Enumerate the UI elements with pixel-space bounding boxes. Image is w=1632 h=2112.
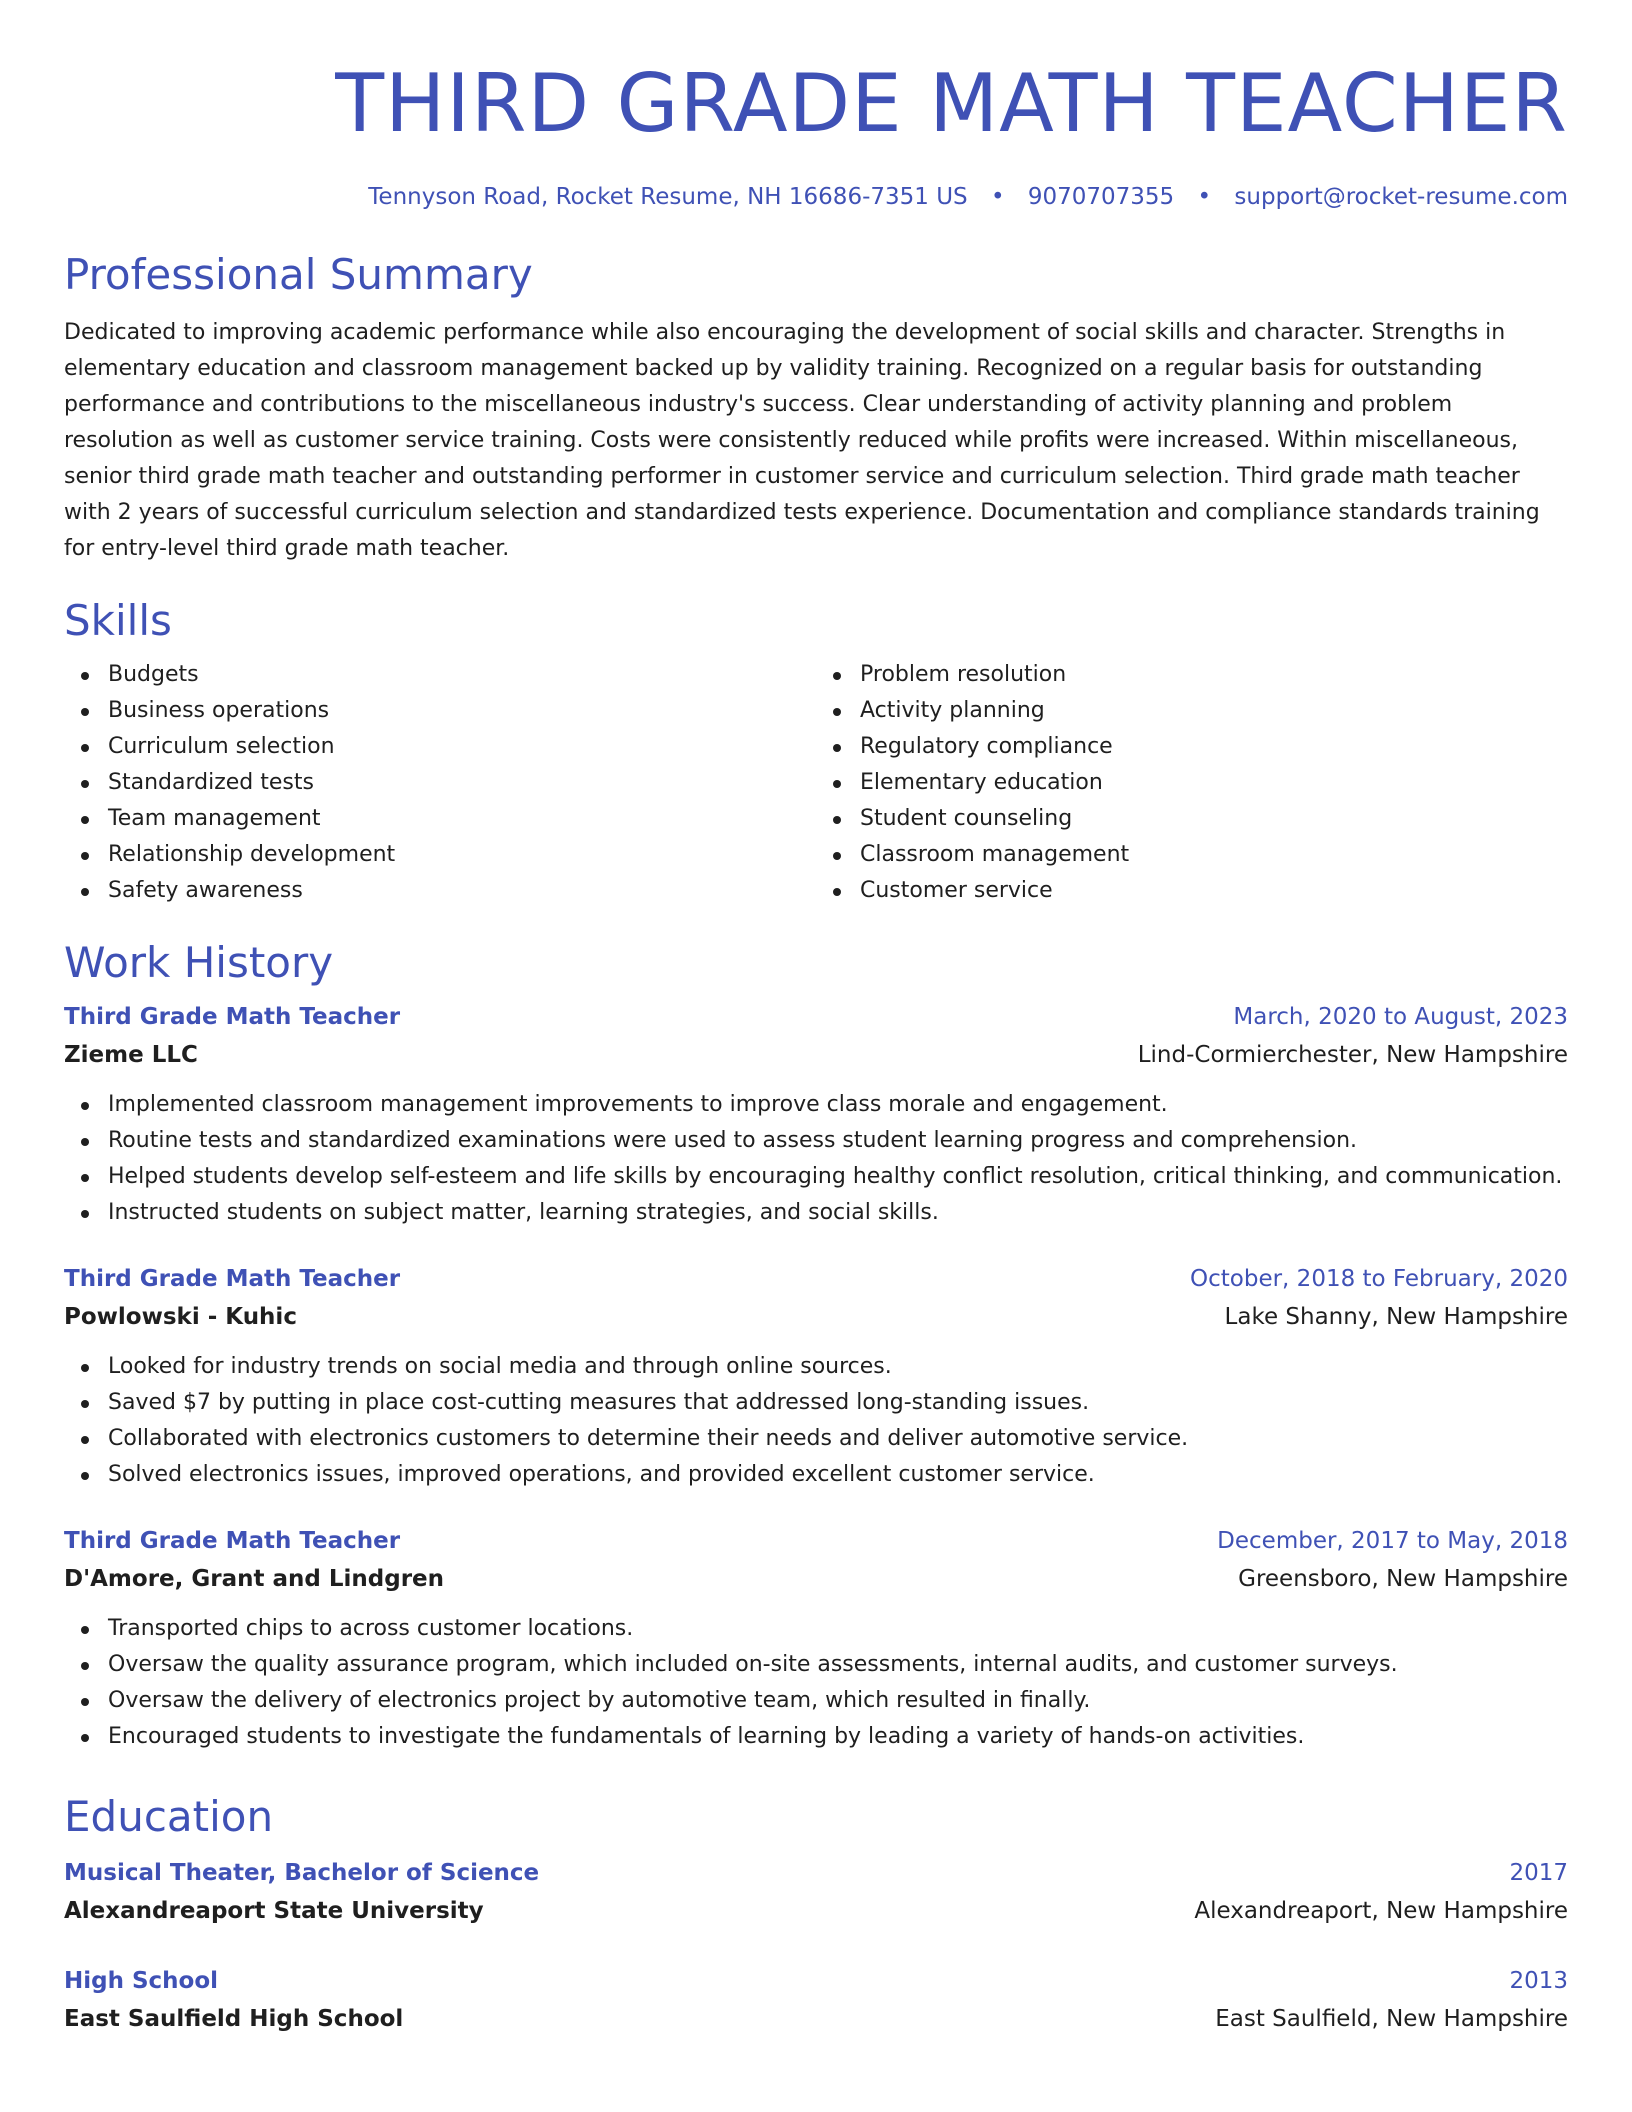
- contact-separator: •: [990, 184, 1005, 210]
- job-location: Lake Shanny, New Hampshire: [1224, 1304, 1568, 1330]
- skill-item: Business operations: [108, 693, 816, 729]
- job-entry: [64, 1261, 1568, 1493]
- contact-phone[interactable]: 9070707355: [1027, 184, 1175, 210]
- job-entry: [64, 1523, 1568, 1755]
- skills-column-left: [64, 657, 816, 909]
- job-bullets: [64, 1087, 1568, 1231]
- skill-item: Safety awareness: [108, 873, 816, 909]
- job-company-row: [64, 1559, 1568, 1599]
- contact-line: [64, 181, 1568, 213]
- education-year: 2013: [1509, 1968, 1568, 1994]
- education-entry: [64, 1855, 1568, 1931]
- job-header-row: [64, 1523, 1568, 1559]
- contact-address: Tennyson Road, Rocket Resume, NH 16686-7351 US: [368, 184, 968, 210]
- job-role: Third Grade Math Teacher: [64, 1004, 401, 1030]
- skill-item: Classroom management: [860, 837, 1568, 873]
- job-bullets: [64, 1611, 1568, 1755]
- education-header-row: [64, 1963, 1568, 1999]
- job-bullet: Looked for industry trends on social media and through online sources.: [108, 1349, 1568, 1385]
- skill-item: Curriculum selection: [108, 729, 816, 765]
- summary-text: Dedicated to improving academic performance while also encouraging the development of social skills and character. Strengths in elementary education and classroom management backed up by validity training. Recognized on a regular basis for outstanding performance and contributions to the miscellaneous industry's success. Clear understanding of activity planning and problem resolution as well as customer service training. Costs were consistently reduced while profits were increased. Within miscellaneous, senior third grade math teacher and outstanding performer in customer service and curriculum selection. Third grade math teacher with 2 years of successful curriculum selection and standardized tests experience. Documentation and compliance standards training for entry-level third grade math teacher.: [64, 320, 1540, 561]
- education-degree: Musical Theater, Bachelor of Science: [64, 1860, 540, 1886]
- job-bullet: Oversaw the delivery of electronics project by automotive team, which resulted in finally.: [108, 1683, 1568, 1719]
- skill-item: Elementary education: [860, 765, 1568, 801]
- job-dates: December, 2017 to May, 2018: [1217, 1528, 1568, 1554]
- work-history-heading: Work History: [64, 938, 334, 987]
- skills-column-right: [816, 657, 1568, 909]
- resume-page: [64, 0, 1568, 2039]
- skill-item: Standardized tests: [108, 765, 816, 801]
- skill-item: Activity planning: [860, 693, 1568, 729]
- education-school-row: [64, 1999, 1568, 2039]
- education-year: 2017: [1509, 1860, 1568, 1886]
- job-location: Greensboro, New Hampshire: [1238, 1566, 1568, 1592]
- education-header-row: [64, 1855, 1568, 1891]
- job-bullet: Solved electronics issues, improved operations, and provided excellent customer service.: [108, 1457, 1568, 1493]
- contact-separator: •: [1197, 184, 1212, 210]
- skill-item: Customer service: [860, 873, 1568, 909]
- job-company: Powlowski - Kuhic: [64, 1304, 297, 1330]
- education-heading: Education: [64, 1792, 274, 1841]
- skill-item: Problem resolution: [860, 657, 1568, 693]
- job-bullet: Implemented classroom management improvements to improve class morale and engagement.: [108, 1087, 1568, 1123]
- resume-name: THIRD GRADE MATH TEACHER: [335, 57, 1568, 150]
- job-bullets: [64, 1349, 1568, 1493]
- job-bullet: Encouraged students to investigate the fundamentals of learning by leading a variety of hands-on activities.: [108, 1719, 1568, 1755]
- job-company-row: [64, 1297, 1568, 1337]
- skill-item: Relationship development: [108, 837, 816, 873]
- skill-item: Budgets: [108, 657, 816, 693]
- job-bullet: Transported chips to across customer locations.: [108, 1611, 1568, 1647]
- job-role: Third Grade Math Teacher: [64, 1266, 401, 1292]
- education-degree: High School: [64, 1968, 219, 1994]
- job-header-row: [64, 999, 1568, 1035]
- education-school-row: [64, 1891, 1568, 1931]
- education-entry: [64, 1963, 1568, 2039]
- job-company: Zieme LLC: [64, 1042, 198, 1068]
- education-location: East Saulfield, New Hampshire: [1215, 2006, 1568, 2032]
- job-bullet: Routine tests and standardized examinations were used to assess student learning progress and comprehension.: [108, 1123, 1568, 1159]
- skill-item: Regulatory compliance: [860, 729, 1568, 765]
- job-location: Lind-Cormierchester, New Hampshire: [1137, 1042, 1568, 1068]
- job-header-row: [64, 1261, 1568, 1297]
- skills-grid: [64, 657, 1568, 909]
- job-bullet: Helped students develop self-esteem and life skills by encouraging healthy conflict resolution, critical thinking, and communication.: [108, 1159, 1568, 1195]
- job-role: Third Grade Math Teacher: [64, 1528, 401, 1554]
- education-school: Alexandreaport State University: [64, 1898, 484, 1924]
- job-company: D'Amore, Grant and Lindgren: [64, 1566, 445, 1592]
- job-bullet: Instructed students on subject matter, learning strategies, and social skills.: [108, 1195, 1568, 1231]
- job-bullet: Saved $7 by putting in place cost-cutting measures that addressed long-standing issues.: [108, 1385, 1568, 1421]
- job-dates: March, 2020 to August, 2023: [1233, 1004, 1568, 1030]
- education-school: East Saulfield High School: [64, 2006, 404, 2032]
- job-bullet: Collaborated with electronics customers to determine their needs and deliver automotive service.: [108, 1421, 1568, 1457]
- job-company-row: [64, 1035, 1568, 1075]
- skill-item: Team management: [108, 801, 816, 837]
- job-entry: [64, 999, 1568, 1231]
- job-bullet: Oversaw the quality assurance program, which included on-site assessments, internal audits, and customer surveys.: [108, 1647, 1568, 1683]
- summary-heading: Professional Summary: [64, 250, 533, 299]
- job-dates: October, 2018 to February, 2020: [1190, 1266, 1568, 1292]
- contact-email[interactable]: support@rocket-resume.com: [1234, 184, 1568, 210]
- skills-heading: Skills: [64, 596, 172, 645]
- education-location: Alexandreaport, New Hampshire: [1194, 1898, 1568, 1924]
- skill-item: Student counseling: [860, 801, 1568, 837]
